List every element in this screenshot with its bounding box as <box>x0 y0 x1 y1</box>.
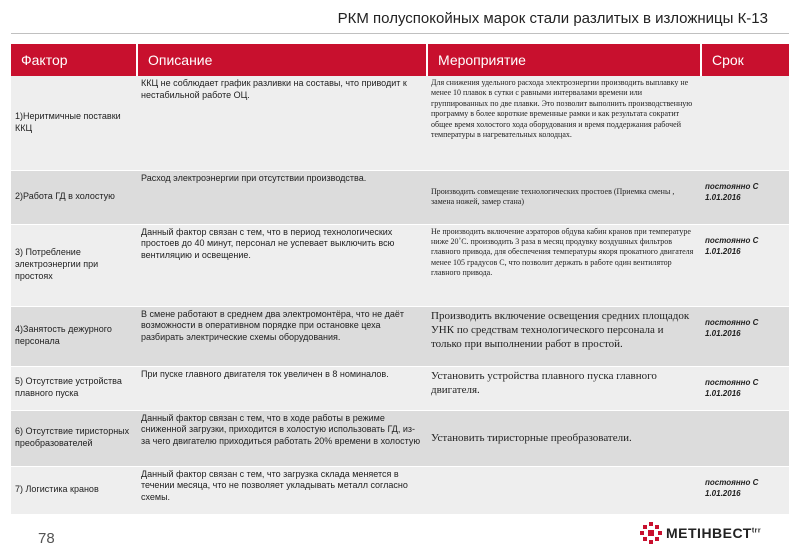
header-factor: Фактор <box>11 44 137 76</box>
description-cell: Данный фактор связан с тем, что в ходе работы в режиме сниженной загрузки, приходится в холостую использовать ГД, из-за чего двигателю приходиться работать 20% времени в холостую <box>137 410 427 466</box>
deadline-cell: постоянно С 1.01.2016 <box>701 306 789 366</box>
measure-cell: Установить устройства плавного пуска главного двигателя. <box>427 366 701 410</box>
table-row <box>11 366 789 410</box>
table-row <box>11 306 789 366</box>
description-cell: Данный фактор связан с тем, что загрузка склада меняется в течении месяца, что не позволяет укладывать металл согласно схемы. <box>137 466 427 514</box>
company-logo <box>640 522 761 544</box>
description-cell: В смене работают в среднем два электромонтёра, что не даёт возможности в оперативном порядке при остановке цеха разбирать электрические схемы оборудования. <box>137 306 427 366</box>
metinvest-logo-icon <box>640 522 662 544</box>
table-header-row <box>11 44 789 76</box>
measure-cell: Установить тиристорные преобразователи. <box>427 410 701 466</box>
deadline-cell: постоянно С 1.01.2016 <box>701 366 789 410</box>
measure-cell: Производить включение освещения средних площадок УНК по средствам технологического персонала и только при выполнении работ в простой. <box>427 306 701 366</box>
table-row <box>11 410 789 466</box>
factor-cell: 3) Потребление электроэнергии при простоях <box>11 224 137 306</box>
header-deadline: Срок <box>701 44 789 76</box>
factor-cell: 5) Отсутствие устройства плавного пуска <box>11 366 137 410</box>
factor-cell: 1)Неритмичные поставки ККЦ <box>11 76 137 170</box>
table-row <box>11 224 789 306</box>
header-measure: Мероприятие <box>427 44 701 76</box>
logo-text: $МЕТІНВЕСТ^{trr}$ <box>666 525 762 541</box>
measure-cell: Для снижения удельного расхода электроэнергии производить выплавку не менее 10 плавок в сутки с равными интервалами времени или группированных по две плавки. Это позволит выполнить производственную программу в более короткие временные рамки и как результата сократит общее время холостого хода оборудования и время поддержания рабочей температуры в нагревательных колодцах. <box>427 76 701 170</box>
deadline-cell: постоянно С 1.01.2016 <box>701 224 789 306</box>
deadline-cell: постоянно С 1.01.2016 <box>701 170 789 224</box>
table-row <box>11 466 789 514</box>
measure-cell: Производить совмещение технологических простоев (Приемка смены , замена ножей, замер стана) <box>427 170 701 224</box>
description-cell: Данный фактор связан с тем, что в период технологических простоев до 40 минут, персонал не успевает выключить всю вентиляцию и освещение. <box>137 224 427 306</box>
factor-cell: 6) Отсутствие тиристорных преобразователей <box>11 410 137 466</box>
page-number: 78 <box>38 530 55 547</box>
factor-cell: 4)Занятость дежурного персонала <box>11 306 137 366</box>
title-divider <box>11 33 789 34</box>
slide-title: РКМ полуспокойных марок стали разлитых в изложницы К-13 <box>337 10 768 27</box>
table-row <box>11 76 789 170</box>
trademark-mark: trr <box>751 527 762 535</box>
factor-cell: 2)Работа ГД в холостую <box>11 170 137 224</box>
description-cell: При пуске главного двигателя ток увеличен в 8 номиналов. <box>137 366 427 410</box>
deadline-cell <box>701 76 789 170</box>
deadline-cell: постоянно С 1.01.2016 <box>701 466 789 514</box>
header-description: Описание <box>137 44 427 76</box>
risk-table <box>11 44 789 515</box>
measure-cell: Не производить включение аэраторов обдува кабин кранов при температуре ниже 20˚С. производить 3 раза в месяц продувку воздушных фильтров главного привода, для обеспечения температуры якоря прокатного двигателя менее 105 градусов С, что позволит держать в работе один вентилятор главного привода. <box>427 224 701 306</box>
factor-cell: 7) Логистика кранов <box>11 466 137 514</box>
description-cell: Расход электроэнергии при отсутствии производства. <box>137 170 427 224</box>
deadline-cell <box>701 410 789 466</box>
table-row <box>11 170 789 224</box>
measure-cell <box>427 466 701 514</box>
description-cell: ККЦ не соблюдает график разливки на составы, что приводит к нестабильной работе ОЦ. <box>137 76 427 170</box>
